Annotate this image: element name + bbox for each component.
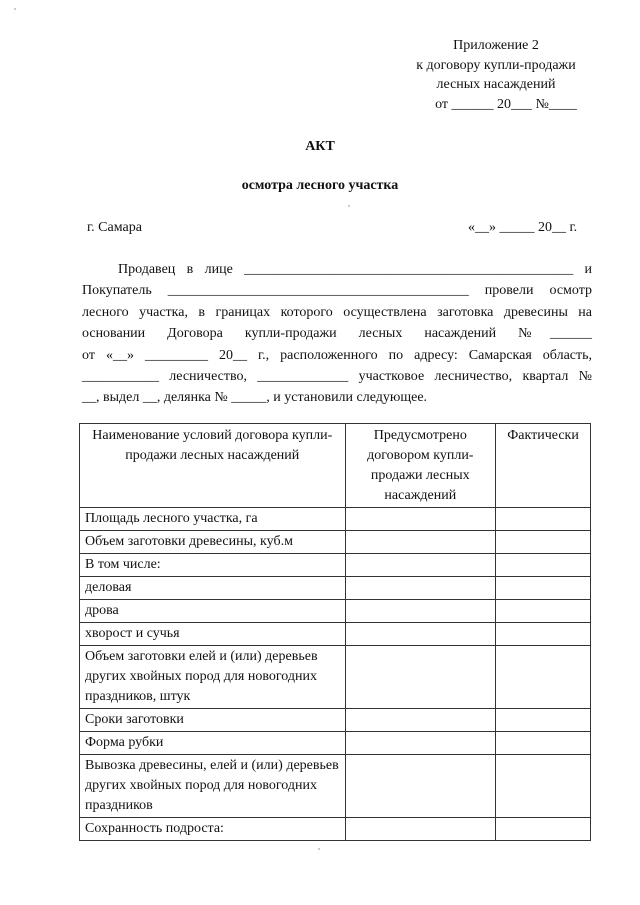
contracted-cell[interactable]: [345, 818, 496, 841]
contracted-cell[interactable]: [345, 577, 496, 600]
appendix-line-2: к договору купли-продажи: [416, 57, 576, 73]
scan-speck: [348, 205, 350, 207]
intro-paragraph: [82, 259, 592, 409]
paragraph-line: Продавец в лице _______________________________________________ и: [118, 262, 592, 277]
actual-cell[interactable]: [496, 709, 591, 732]
paragraph-line: основании Договора купли-продажи лесных насаждений №______: [82, 326, 592, 342]
actual-cell[interactable]: [496, 508, 591, 531]
table-row: [80, 646, 591, 709]
row-label: хворост и сучья: [80, 623, 346, 646]
table-row: [80, 818, 591, 841]
table-row: [80, 732, 591, 755]
appendix-line-3: лесных насаждений: [436, 77, 556, 92]
table-row: [80, 623, 591, 646]
contracted-cell[interactable]: [345, 554, 496, 577]
row-label: Объем заготовки древесины, куб.м: [80, 531, 346, 554]
actual-cell[interactable]: [496, 818, 591, 841]
contracted-cell[interactable]: [345, 508, 496, 531]
scan-speck: [318, 848, 320, 850]
contracted-cell[interactable]: [345, 732, 496, 755]
table-row: [80, 508, 591, 531]
row-label: Площадь лесного участка, га: [80, 508, 346, 531]
row-label: Сроки заготовки: [80, 709, 346, 732]
actual-cell[interactable]: [496, 531, 591, 554]
table-row: [80, 600, 591, 623]
appendix-line-4: от ______ 20___ №____: [435, 96, 577, 112]
appendix-line-1: Приложение 2: [453, 38, 539, 53]
row-label: Объем заготовки елей и (или) деревьев других хвойных пород для новогодних праздников, штук: [80, 646, 346, 709]
actual-cell[interactable]: [496, 600, 591, 623]
contracted-cell[interactable]: [345, 600, 496, 623]
actual-cell[interactable]: [496, 623, 591, 646]
document-subtitle: осмотра лесного участка: [241, 178, 399, 193]
contracted-cell[interactable]: [345, 623, 496, 646]
actual-cell[interactable]: [496, 755, 591, 818]
contracted-cell[interactable]: [345, 531, 496, 554]
appendix-block: [396, 36, 596, 114]
actual-cell[interactable]: [496, 646, 591, 709]
document-title: АКТ: [305, 139, 335, 154]
actual-cell[interactable]: [496, 577, 591, 600]
place-of-signing: г. Самара: [87, 220, 142, 235]
table-row: [80, 531, 591, 554]
row-label: Сохранность подроста:: [80, 818, 346, 841]
table-row: [80, 709, 591, 732]
row-label: деловая: [80, 577, 346, 600]
row-label: В том числе:: [80, 554, 346, 577]
table-row: [80, 554, 591, 577]
contracted-cell[interactable]: [345, 755, 496, 818]
paragraph-line: Покупатель ___________________________________________ провели осмотр: [82, 283, 592, 299]
contracted-cell[interactable]: [345, 646, 496, 709]
scan-speck: [14, 8, 16, 10]
table-row: [80, 577, 591, 600]
row-label: Вывозка древесины, елей и (или) деревьев других хвойных пород для новогодних праздников: [80, 755, 346, 818]
paragraph-line: ___________ лесничество, _____________ участковое лесничество, квартал №: [82, 369, 592, 385]
paragraph-line: от «__» _________ 20__ г., расположенного по адресу: Самарская область,: [82, 347, 592, 363]
actual-cell[interactable]: [496, 732, 591, 755]
contracted-cell[interactable]: [345, 709, 496, 732]
header-conditions: Наименование условий договора купли-продажи лесных насаждений: [80, 424, 346, 508]
header-contracted: Предусмотрено договором купли-продажи лесных насаждений: [345, 424, 496, 508]
header-actual: Фактически: [496, 424, 591, 508]
row-label: дрова: [80, 600, 346, 623]
paragraph-line: лесного участка, в границах которого осуществлена заготовка древесины на: [82, 304, 592, 320]
actual-cell[interactable]: [496, 554, 591, 577]
table-row: [80, 755, 591, 818]
paragraph-line: __, выдел __, делянка № _____, и установили следующее.: [82, 390, 428, 406]
conditions-table: [79, 423, 591, 841]
row-label: Форма рубки: [80, 732, 346, 755]
table-header-row: [80, 424, 591, 508]
date-of-signing: «__» _____ 20__ г.: [468, 220, 578, 235]
